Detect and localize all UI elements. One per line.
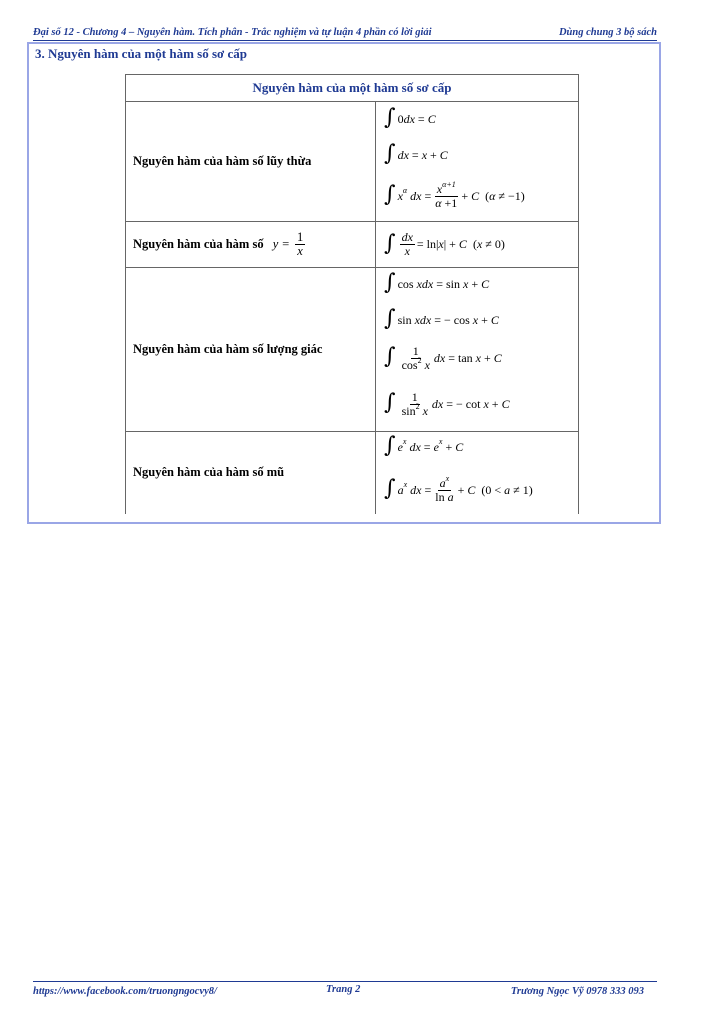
page-header [33, 27, 657, 41]
table-row [126, 432, 579, 514]
row-label-power: Nguyên hàm của hàm số lũy thừa [126, 102, 376, 222]
function-y-equals-one-over-x: y = $\frac{1}{x}$ [272, 229, 304, 258]
header-series: Dùng chung 3 bộ sách [558, 27, 657, 38]
row-formulas-exponential [376, 432, 579, 514]
row-label-exponential: Nguyên hàm của hàm số mũ [126, 432, 376, 514]
formula-sec-squared: ∫ $\frac{1}{\cos^2 x}$ dx = tan x + C [384, 343, 502, 372]
footer-page-number: Trang 2 [326, 984, 361, 995]
row-formulas-reciprocal [376, 222, 579, 268]
row-formulas-power [376, 102, 579, 222]
table-header-row [126, 75, 579, 102]
table-header: Nguyên hàm của một hàm số sơ cấp [126, 75, 579, 102]
formula-cos: ∫ cos xdx = sin x + C [384, 270, 490, 295]
table-row [126, 102, 579, 222]
footer-divider [33, 981, 657, 982]
footer-facebook-link[interactable]: https://www.facebook.com/truongngocvy8/ [33, 986, 217, 997]
table-row [126, 222, 579, 268]
formula-exp-a: ∫ a x dx = $\frac{a^x}{\text{ln a}}$ + C (0 < a ≠ 1) [384, 473, 533, 504]
row-formulas-trig [376, 268, 579, 432]
formula-power-rule: ∫ x α dx = $\frac{x^{\alpha+1}}{\alpha +1}$ + C ( α ≠ −1) [384, 179, 525, 210]
table-row [126, 268, 579, 432]
row-label-reciprocal: Nguyên hàm của hàm số y = $\frac{1}{x}$ [126, 222, 376, 268]
formula-sin: ∫ sin xdx = − cos x + C [384, 306, 499, 331]
antiderivative-table [125, 74, 579, 514]
section-title: 3. Nguyên hàm của một hàm số sơ cấp [35, 46, 247, 61]
formula-exp-e: ∫ e x dx = e x + C [384, 433, 464, 458]
formula-log-rule: ∫ $\frac{dx}{x}$ = ln| x | + C ( x ≠ 0) [384, 230, 505, 258]
header-title: Đại số 12 - Chương 4 – Nguyên hàm. Tích phân - Trắc nghiệm và tự luận 4 phần có lời giải [33, 27, 432, 38]
footer-author: Trương Ngọc Vỹ 0978 333 093 [510, 986, 644, 997]
row-label-trig: Nguyên hàm của hàm số lượng giác [126, 268, 376, 432]
header-divider [33, 40, 657, 41]
formula-integral-dx: ∫ dx = x + C [384, 141, 448, 166]
formula-csc-squared: ∫ $\frac{1}{\sin^2 x}$ dx = − cot x + C [384, 389, 510, 418]
formula-integral-zero: ∫ 0 dx = C [384, 105, 436, 130]
